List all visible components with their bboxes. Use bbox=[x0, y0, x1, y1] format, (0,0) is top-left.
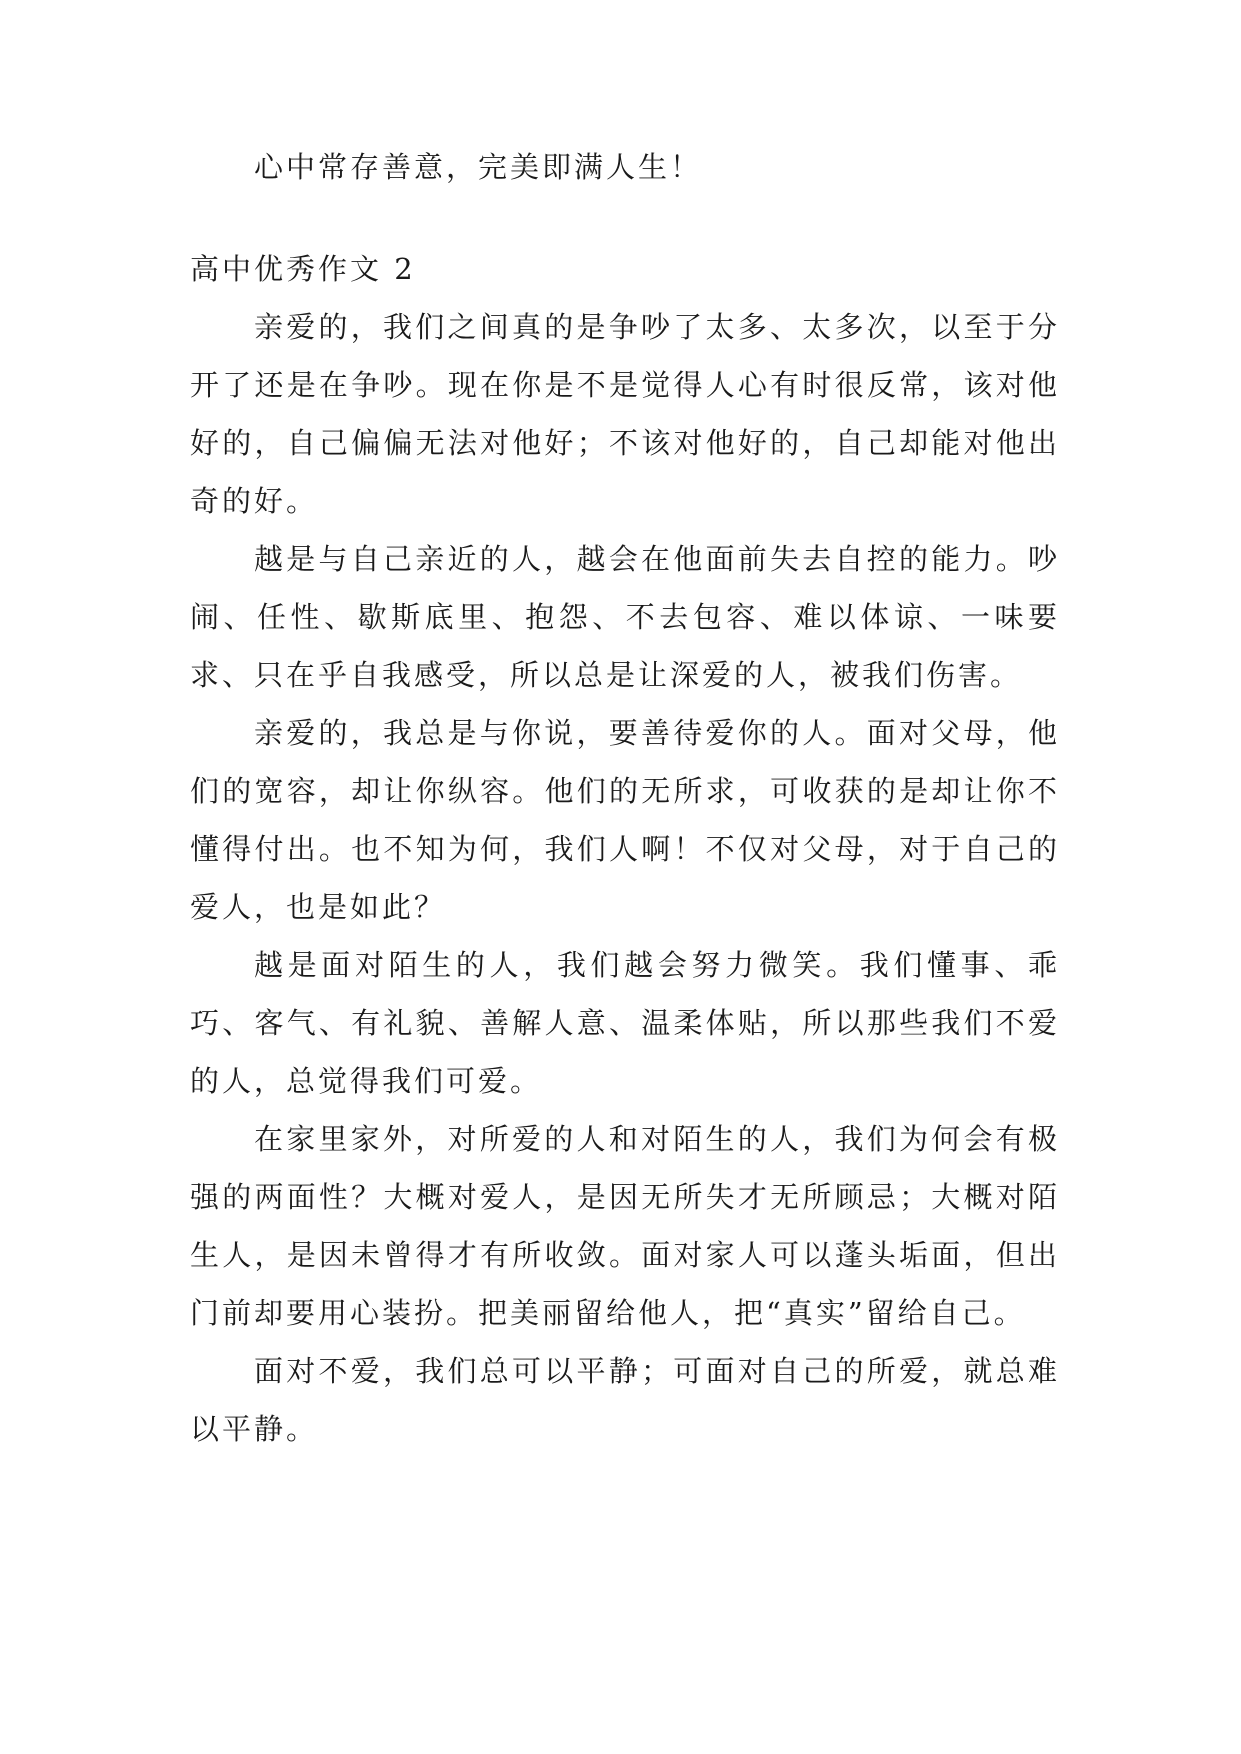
paragraph: 亲爱的，我总是与你说，要善待爱你的人。面对父母，他们的宽容，却让你纵容。他们的无所求，可收获的是却让你不懂得付出。也不知为何，我们人啊！不仅对父母，对于自己的爱人，也是如此？ bbox=[190, 716, 1060, 924]
previous-section-ending bbox=[190, 138, 1060, 196]
paragraph: 越是面对陌生的人，我们越会努力微笑。我们懂事、乖巧、客气、有礼貌、善解人意、温柔体贴，所以那些我们不爱的人，总觉得我们可爱。 bbox=[190, 948, 1060, 1098]
paragraph: 面对不爱，我们总可以平静；可面对自己的所爱，就总难以平静。 bbox=[190, 1354, 1060, 1446]
closing-line: 心中常存善意，完美即满人生！ bbox=[254, 150, 703, 184]
essay-section bbox=[190, 240, 1060, 1458]
paragraph: 越是与自己亲近的人，越会在他面前失去自控的能力。吵闹、任性、歇斯底里、抱怨、不去包容、难以体谅、一味要求、只在乎自我感受，所以总是让深爱的人，被我们伤害。 bbox=[190, 542, 1060, 692]
section-title: 高中优秀作文 2 bbox=[190, 252, 416, 286]
paragraph: 在家里家外，对所爱的人和对陌生的人，我们为何会有极强的两面性？大概对爱人，是因无所失才无所顾忌；大概对陌生人，是因未曾得才有所收敛。面对家人可以蓬头垢面，但出门前却要用心装扮。把美丽留给他人，把“真实”留给自己。 bbox=[190, 1122, 1060, 1330]
paragraph: 亲爱的，我们之间真的是争吵了太多、太多次，以至于分开了还是在争吵。现在你是不是觉得人心有时很反常，该对他好的，自己偏偏无法对他好；不该对他好的，自己却能对他出奇的好。 bbox=[190, 310, 1060, 518]
